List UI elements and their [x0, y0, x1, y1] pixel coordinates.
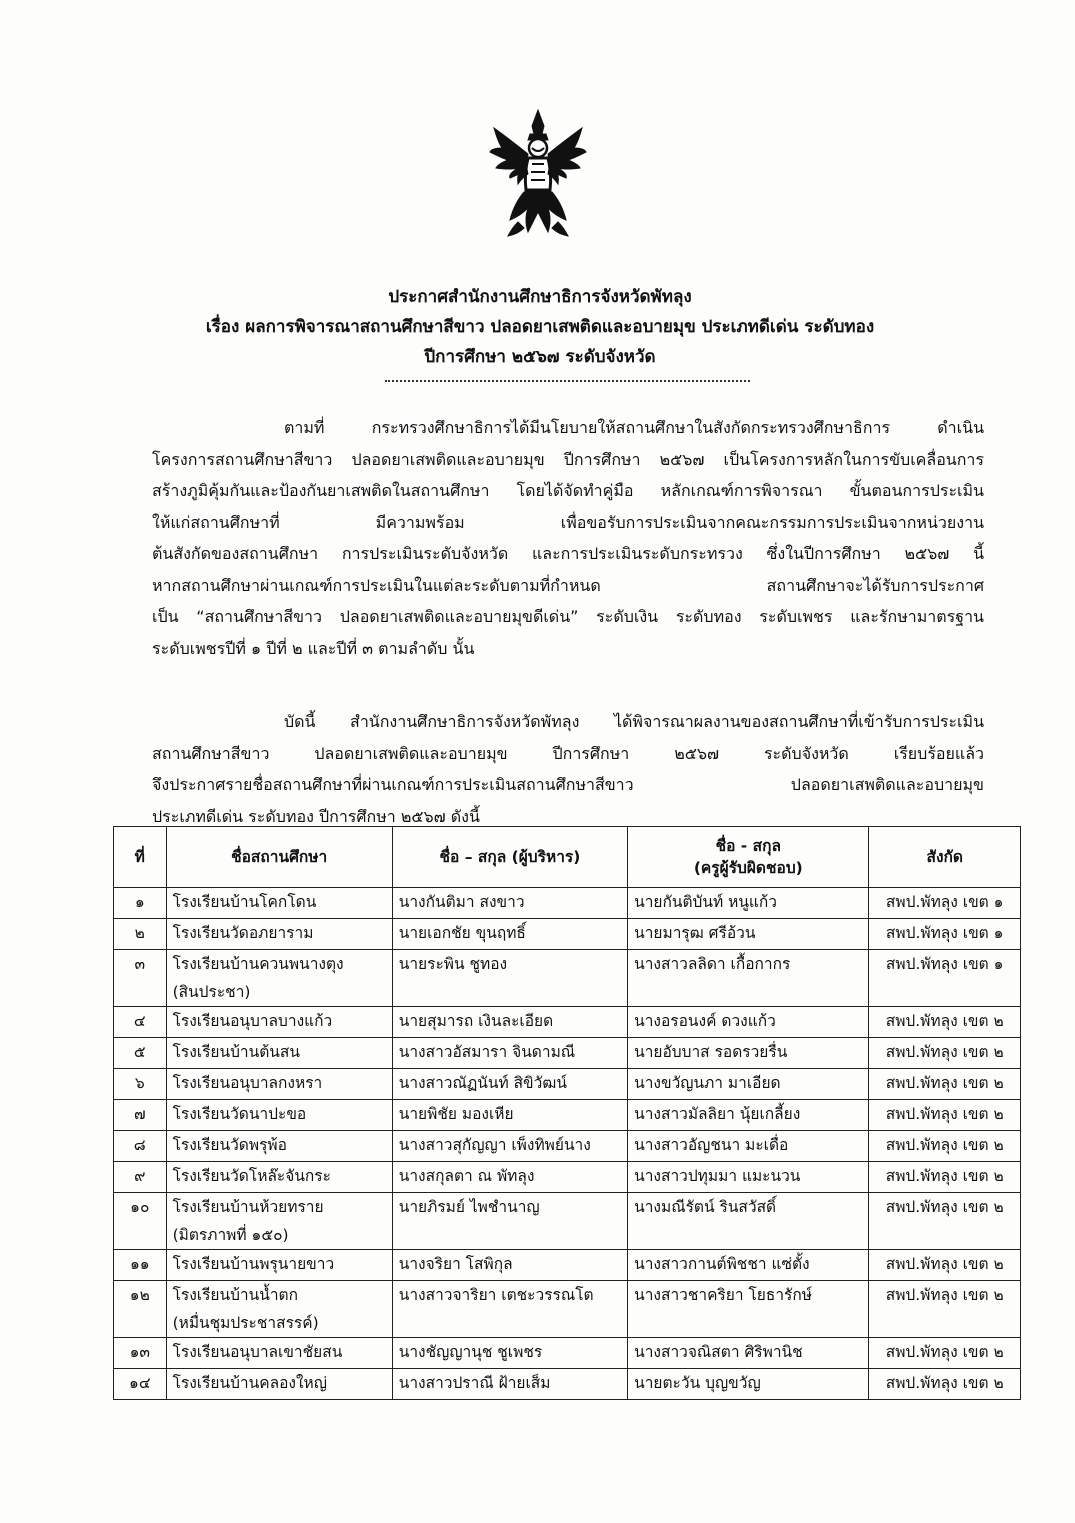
- cell-school: [166, 1069, 392, 1100]
- cell-no: ๑: [114, 888, 167, 919]
- cell-school: [166, 1338, 392, 1369]
- table-row: [114, 1162, 1021, 1193]
- cell-no: ๓: [114, 950, 167, 1007]
- cell-dept: สพป.พัทลุง เขต ๒: [869, 1100, 1021, 1131]
- cell-admin: นางชัญญานุช ชูเพชร: [392, 1338, 627, 1369]
- school-name: โรงเรียนวัดนาปะขอ: [172, 1105, 307, 1123]
- header-admin: ชื่อ – สกุล (ผู้บริหาร): [392, 827, 627, 888]
- cell-dept: สพป.พัทลุง เขต ๒: [869, 1038, 1021, 1069]
- cell-teacher: นายกันติบันท์ หนูแก้ว: [628, 888, 869, 919]
- cell-dept: สพป.พัทลุง เขต ๒: [869, 1338, 1021, 1369]
- table-row: [114, 1193, 1021, 1250]
- school-name-line2: (มิตรภาพที่ ๑๕๐): [172, 1226, 289, 1244]
- cell-admin: นางสาวอัสมารา จินดามณี: [392, 1038, 627, 1069]
- cell-admin: นางสาวจาริยา เตชะวรรณโต: [392, 1281, 627, 1338]
- cell-school: [166, 1193, 392, 1250]
- school-name: โรงเรียนบ้านพรุนายขาว: [172, 1255, 335, 1273]
- title-line-3: ปีการศึกษา ๒๕๖๗ ระดับจังหวัด: [424, 347, 656, 367]
- cell-no: ๘: [114, 1131, 167, 1162]
- cell-school: [166, 1100, 392, 1131]
- paragraph-line: สร้างภูมิคุ้มกันและป้องกันยาเสพติดในสถานศึกษา โดยได้จัดทำคู่มือ หลักเกณฑ์การพิจารณา ขั้นตอนการประเมิน: [152, 481, 984, 500]
- cell-admin: นางจริยา โสพิกุล: [392, 1250, 627, 1281]
- cell-admin: นายระพิน ชูทอง: [392, 950, 627, 1007]
- paragraph-line: สถานศึกษาสีขาว ปลอดยาเสพติดและอบายมุข ปีการศึกษา ๒๕๖๗ ระดับจังหวัด เรียบร้อยแล้ว: [152, 743, 984, 763]
- cell-admin: นายพิชัย มองเหีย: [392, 1100, 627, 1131]
- cell-dept: สพป.พัทลุง เขต ๑: [869, 950, 1021, 1007]
- school-name: โรงเรียนบ้านโคกโดน: [172, 893, 317, 911]
- paragraph-line: หากสถานศึกษาผ่านเกณฑ์การประเมินในแต่ละระดับตามที่กำหนด สถานศึกษาจะได้รับการประกาศ: [152, 575, 984, 595]
- table-row: [114, 888, 1021, 919]
- paragraph-line: บัดนี้ สำนักงานศึกษาธิการจังหวัดพัทลุง ได้พิจารณาผลงานของสถานศึกษาที่เข้ารับการประเมิน: [284, 712, 984, 731]
- cell-teacher: นายมารุฒ ศรีอ้วน: [628, 919, 869, 950]
- cell-no: ๗: [114, 1100, 167, 1131]
- table-row: [114, 950, 1021, 1007]
- cell-no: ๑๓: [114, 1338, 167, 1369]
- header-teacher-line1: ชื่อ - สกุล: [715, 837, 781, 855]
- cell-dept: สพป.พัทลุง เขต ๒: [869, 1369, 1021, 1400]
- table-row: [114, 1250, 1021, 1281]
- paragraph-line: จึงประกาศรายชื่อสถานศึกษาที่ผ่านเกณฑ์การประเมินสถานศึกษาสีขาว ปลอดยาเสพติดและอบายมุข: [152, 775, 984, 794]
- table-row: [114, 1100, 1021, 1131]
- cell-teacher: นางมณีรัตน์ รินสวัสดิ์: [628, 1193, 869, 1250]
- results-table: [113, 826, 1021, 1400]
- school-name: โรงเรียนบ้านควนพนางตุง: [172, 955, 344, 973]
- cell-teacher: นายอับบาส รอดรวยรื่น: [628, 1038, 869, 1069]
- school-name: โรงเรียนบ้านห้วยทราย: [172, 1198, 324, 1216]
- paragraph-1: [152, 412, 984, 664]
- paragraph-line: ให้แก่สถานศึกษาที่ มีความพร้อม เพื่อขอรับการประเมินจากคณะกรรมการประเมินจากหน่วยงาน: [152, 512, 984, 532]
- cell-admin: นางสาวณัฏนันท์ สิขิวัฒน์: [392, 1069, 627, 1100]
- cell-school: [166, 919, 392, 950]
- title-line-1: ประกาศสำนักงานศึกษาธิการจังหวัดพัทลุง: [388, 287, 692, 307]
- header-school: ชื่อสถานศึกษา: [166, 827, 392, 888]
- cell-teacher: นางสาวลลิดา เกื้อกากร: [628, 950, 869, 1007]
- cell-teacher: นางขวัญนภา มาเอียด: [628, 1069, 869, 1100]
- cell-teacher: นางสาวอัญชนา มะเดื่อ: [628, 1131, 869, 1162]
- table-header-row: [114, 827, 1021, 888]
- cell-school: [166, 1131, 392, 1162]
- cell-school: [166, 1281, 392, 1338]
- table-row: [114, 1131, 1021, 1162]
- school-name: โรงเรียนอนุบาลบางแก้ว: [172, 1012, 333, 1030]
- table-row: [114, 1338, 1021, 1369]
- table-row: [114, 1038, 1021, 1069]
- cell-no: ๑๔: [114, 1369, 167, 1400]
- cell-admin: นางสาวสุกัญญา เพ็งทิพย์นาง: [392, 1131, 627, 1162]
- cell-no: ๔: [114, 1007, 167, 1038]
- cell-no: ๑๒: [114, 1281, 167, 1338]
- paragraph-line: ต้นสังกัดของสถานศึกษา การประเมินระดับจังหวัด และการประเมินระดับกระทรวง ซึ่งในปีการศึกษา ๒๕๖๗ นี้: [152, 544, 984, 563]
- school-name: โรงเรียนวัดโหล๊ะจันกระ: [172, 1167, 331, 1185]
- school-name: โรงเรียนบ้านน้ำตก: [172, 1286, 298, 1304]
- cell-school: [166, 1250, 392, 1281]
- school-name: โรงเรียนวัดอภยาราม: [172, 924, 314, 942]
- cell-school: [166, 1038, 392, 1069]
- cell-admin: นางกันติมา สงขาว: [392, 888, 627, 919]
- header-no: ที่: [114, 827, 167, 888]
- cell-teacher: นางสาวชาคริยา โยธารักษ์: [628, 1281, 869, 1338]
- cell-dept: สพป.พัทลุง เขต ๒: [869, 1069, 1021, 1100]
- cell-school: [166, 1369, 392, 1400]
- cell-no: ๒: [114, 919, 167, 950]
- school-name: โรงเรียนวัดพรุพ้อ: [172, 1136, 287, 1154]
- cell-dept: สพป.พัทลุง เขต ๒: [869, 1193, 1021, 1250]
- cell-school: [166, 950, 392, 1007]
- cell-no: ๙: [114, 1162, 167, 1193]
- cell-admin: นางสาวปราณี ฝ้ายเส็ม: [392, 1369, 627, 1400]
- dotted-separator: [385, 380, 750, 382]
- title-line-2: เรื่อง ผลการพิจารณาสถานศึกษาสีขาว ปลอดยาเสพติดและอบายมุข ประเภทดีเด่น ระดับทอง: [205, 317, 875, 337]
- school-name: โรงเรียนบ้านต้นสน: [172, 1043, 300, 1061]
- paragraph-line: ตามที่ กระทรวงศึกษาธิการได้มีนโยบายให้สถานศึกษาในสังกัดกระทรวงศึกษาธิการ ดำเนิน: [284, 418, 984, 437]
- cell-school: [166, 1162, 392, 1193]
- table-row: [114, 919, 1021, 950]
- cell-school: [166, 1007, 392, 1038]
- cell-dept: สพป.พัทลุง เขต ๒: [869, 1131, 1021, 1162]
- cell-teacher: นางสาวกานต์พิชชา แซ่ตั้ง: [628, 1250, 869, 1281]
- cell-teacher: นายตะวัน บุญขวัญ: [628, 1369, 869, 1400]
- school-name: โรงเรียนอนุบาลกงหรา: [172, 1074, 323, 1092]
- cell-teacher: นางสาวจณิสตา ศิริพานิช: [628, 1338, 869, 1369]
- cell-no: ๖: [114, 1069, 167, 1100]
- cell-admin: นางสกุลตา ณ พัทลุง: [392, 1162, 627, 1193]
- cell-teacher: นางอรอนงค์ ดวงแก้ว: [628, 1007, 869, 1038]
- cell-admin: นายเอกชัย ขุนฤทธิ์: [392, 919, 627, 950]
- paragraph-line: ระดับเพชรปีที่ ๑ ปีที่ ๒ และปีที่ ๓ ตามลำดับ นั้น: [152, 638, 475, 658]
- paragraph-line: ประเภทดีเด่น ระดับทอง ปีการศึกษา ๒๕๖๗ ดังนี้: [152, 806, 480, 826]
- garuda-emblem-icon: [488, 108, 588, 240]
- cell-dept: สพป.พัทลุง เขต ๑: [869, 888, 1021, 919]
- paragraph-line: โครงการสถานศึกษาสีขาว ปลอดยาเสพติดและอบายมุข ปีการศึกษา ๒๕๖๗ เป็นโครงการหลักในการขับเคลื่อนการ: [152, 449, 984, 469]
- school-name-line2: (สินประชา): [172, 983, 251, 1001]
- cell-dept: สพป.พัทลุง เขต ๒: [869, 1007, 1021, 1038]
- cell-no: ๑๑: [114, 1250, 167, 1281]
- paragraph-2: [152, 706, 984, 832]
- cell-no: ๕: [114, 1038, 167, 1069]
- cell-dept: สพป.พัทลุง เขต ๑: [869, 919, 1021, 950]
- table-row: [114, 1369, 1021, 1400]
- cell-teacher: นางสาวมัลลิยา นุ้ยเกลี้ยง: [628, 1100, 869, 1131]
- school-name: โรงเรียนอนุบาลเขาชัยสน: [172, 1343, 343, 1361]
- cell-dept: สพป.พัทลุง เขต ๒: [869, 1250, 1021, 1281]
- header-teacher-line2: (ครูผู้รับผิดชอบ): [693, 859, 803, 877]
- cell-admin: นายภิรมย์ ไพชำนาญ: [392, 1193, 627, 1250]
- header-teacher: [628, 827, 869, 888]
- cell-admin: นายสุมารถ เงินละเอียด: [392, 1007, 627, 1038]
- school-name: โรงเรียนบ้านคลองใหญ่: [172, 1374, 327, 1392]
- table-row: [114, 1007, 1021, 1038]
- table-row: [114, 1069, 1021, 1100]
- cell-teacher: นางสาวปทุมมา แมะนวน: [628, 1162, 869, 1193]
- paragraph-line: เป็น “สถานศึกษาสีขาว ปลอดยาเสพติดและอบายมุขดีเด่น” ระดับเงิน ระดับทอง ระดับเพชร และรักษามาตรฐาน: [152, 607, 984, 626]
- school-name-line2: (หมื่นชุมประชาสรรค์): [172, 1314, 319, 1332]
- table-row: [114, 1281, 1021, 1338]
- cell-dept: สพป.พัทลุง เขต ๒: [869, 1281, 1021, 1338]
- header-dept: สังกัด: [869, 827, 1021, 888]
- cell-school: [166, 888, 392, 919]
- announcement-title: [140, 282, 940, 372]
- cell-no: ๑๐: [114, 1193, 167, 1250]
- cell-dept: สพป.พัทลุง เขต ๒: [869, 1162, 1021, 1193]
